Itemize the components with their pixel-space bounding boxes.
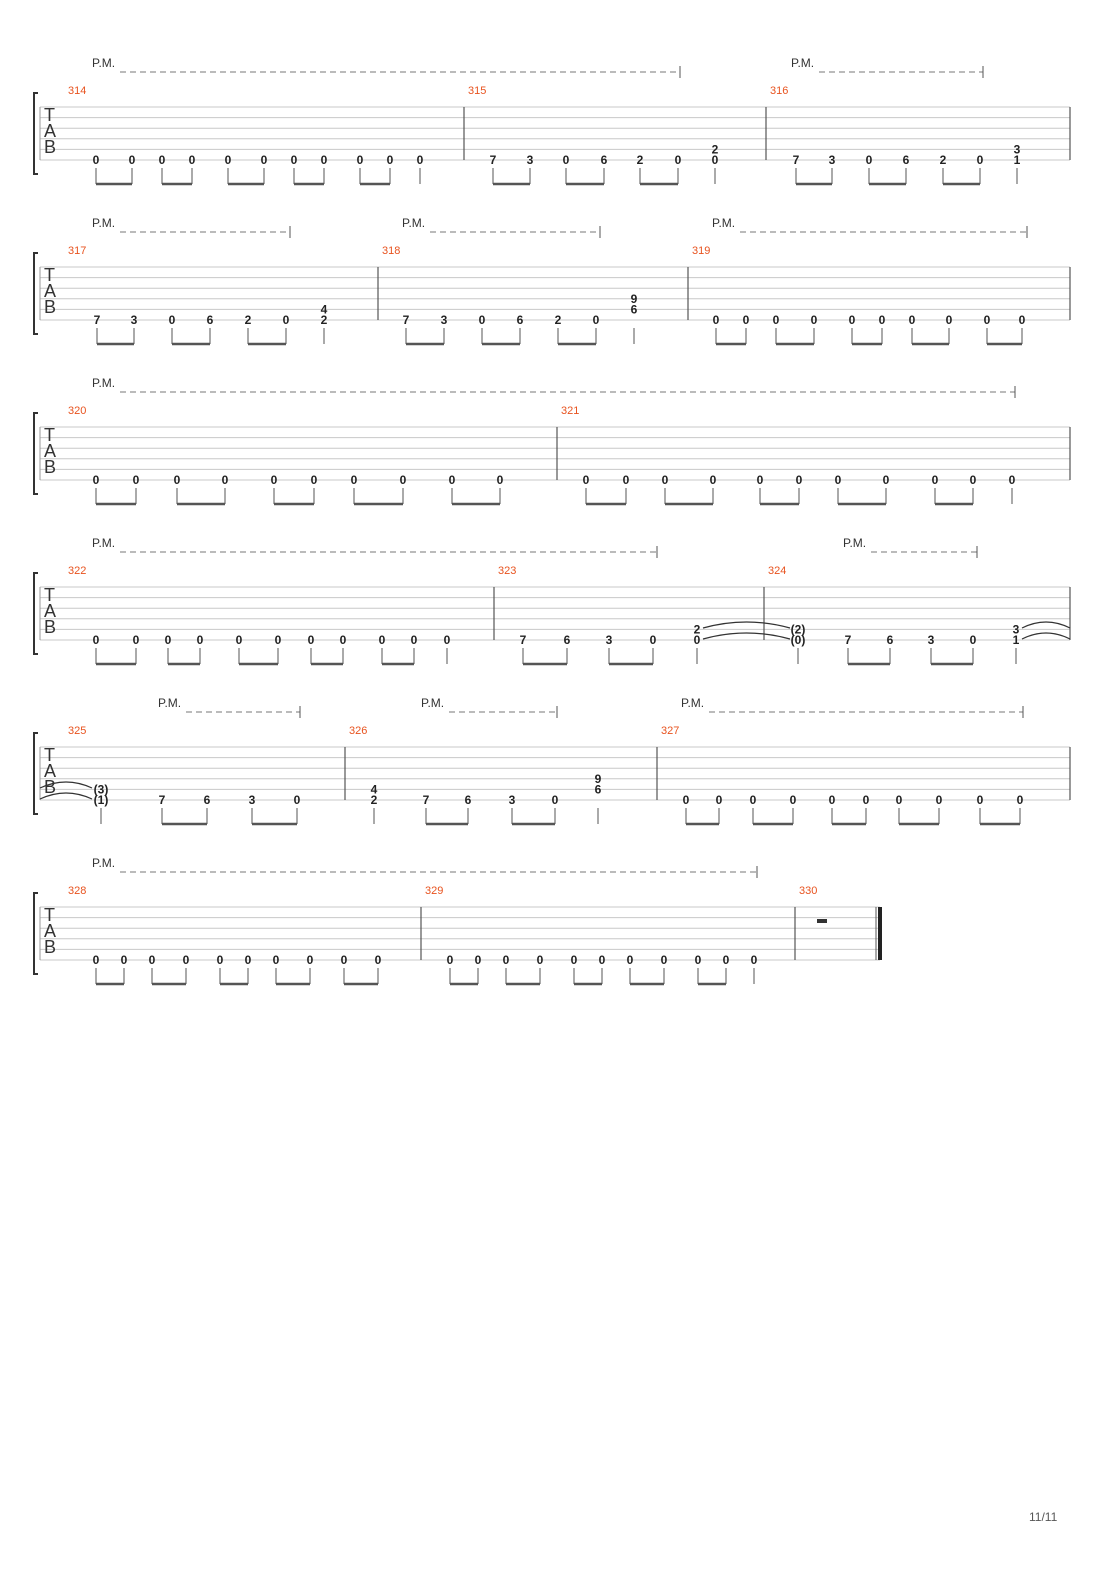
fret-number: 0 — [272, 953, 280, 967]
fret-number: 2 — [244, 313, 252, 327]
fret-number: 0 — [320, 153, 328, 167]
fret-number: 0 — [399, 473, 407, 487]
fret-number: 3 — [828, 153, 836, 167]
fret-number: 0 — [682, 793, 690, 807]
tab-clef-letter: A — [44, 921, 57, 941]
fret-number: 0 — [274, 633, 282, 647]
bar-number: 325 — [68, 725, 87, 737]
half-rest-icon — [817, 919, 827, 923]
fret-number: 6 — [563, 633, 571, 647]
tab-clef-letter: B — [44, 297, 57, 317]
system-bracket — [34, 253, 38, 334]
fret-number: 0 — [443, 633, 451, 647]
fret-number: 0 — [168, 313, 176, 327]
system-bracket — [34, 413, 38, 494]
fret-number: 0 — [173, 473, 181, 487]
fret-number: 0 — [290, 153, 298, 167]
fret-number: 0 — [862, 793, 870, 807]
fret-number: 0 — [795, 473, 803, 487]
fret-number: 0 — [742, 313, 750, 327]
fret-number: 0 — [244, 953, 252, 967]
bar-number: 320 — [68, 405, 87, 417]
palm-mute-label: P.M. — [92, 216, 116, 230]
fret-number: 0 — [378, 633, 386, 647]
fret-number: 0 — [474, 953, 482, 967]
fret-number: 0 — [749, 793, 757, 807]
fret-number: 0 — [188, 153, 196, 167]
bar-number: 329 — [425, 885, 444, 897]
fret-number: 0 — [882, 473, 890, 487]
fret-number: 0 — [340, 953, 348, 967]
fret-number: 7 — [422, 793, 430, 807]
fret-number: 2 — [693, 622, 701, 637]
tab-clef-letter: A — [44, 761, 57, 781]
fret-number: 0 — [945, 313, 953, 327]
bar-number: 328 — [68, 885, 87, 897]
fret-number: 2 — [636, 153, 644, 167]
fret-number: 0 — [128, 153, 136, 167]
fret-number: 6 — [630, 302, 638, 317]
fret-number: 0 — [496, 473, 504, 487]
fret-number: 0 — [350, 473, 358, 487]
tie-arc — [1022, 622, 1070, 628]
fret-number: 0 — [374, 953, 382, 967]
fret-number: 0 — [722, 953, 730, 967]
tab-clef-letter: A — [44, 121, 57, 141]
fret-number: 0 — [224, 153, 232, 167]
page-number: 11/11 — [1029, 1510, 1058, 1524]
fret-number: 0 — [969, 633, 977, 647]
fret-number: (3) — [93, 782, 109, 797]
fret-number: 0 — [310, 473, 318, 487]
fret-number: 0 — [356, 153, 364, 167]
bar-number: 321 — [561, 405, 580, 417]
bar-number: 324 — [768, 565, 787, 577]
fret-number: 0 — [196, 633, 204, 647]
fret-number: 0 — [878, 313, 886, 327]
fret-number: 0 — [536, 953, 544, 967]
fret-number: 0 — [694, 953, 702, 967]
fret-number: 0 — [339, 633, 347, 647]
fret-number: (1) — [93, 793, 109, 807]
fret-number: 3 — [440, 313, 448, 327]
bar-number: 319 — [692, 245, 711, 257]
tab-system — [34, 536, 1070, 664]
tab-clef-letter: B — [44, 937, 57, 957]
tab-clef-letter: T — [44, 745, 55, 765]
fret-number: 0 — [216, 953, 224, 967]
fret-number: 0 — [132, 633, 140, 647]
fret-number: 0 — [478, 313, 486, 327]
fret-number: 0 — [622, 473, 630, 487]
tab-clef-letter: T — [44, 265, 55, 285]
fret-number: 6 — [206, 313, 214, 327]
palm-mute-label: P.M. — [158, 696, 182, 710]
fret-number: (2) — [790, 622, 806, 637]
tab-system — [34, 216, 1070, 344]
fret-number: 0 — [592, 313, 600, 327]
fret-number: 2 — [320, 313, 328, 327]
fret-number: 0 — [446, 953, 454, 967]
fret-number: 3 — [605, 633, 613, 647]
tab-clef-letter: T — [44, 905, 55, 925]
fret-number: 2 — [554, 313, 562, 327]
fret-number: 0 — [935, 793, 943, 807]
palm-mute-label: P.M. — [421, 696, 445, 710]
fret-number: 0 — [235, 633, 243, 647]
fret-number: 0 — [386, 153, 394, 167]
fret-number: 3 — [526, 153, 534, 167]
fret-number: 3 — [248, 793, 256, 807]
bar-number: 322 — [68, 565, 87, 577]
fret-number: 2 — [939, 153, 947, 167]
bar-number: 323 — [498, 565, 517, 577]
fret-number: 0 — [709, 473, 717, 487]
fret-number: 4 — [320, 302, 328, 317]
fret-number: 0 — [756, 473, 764, 487]
tab-system — [34, 56, 1070, 184]
fret-number: 2 — [711, 142, 719, 157]
fret-number: 0 — [158, 153, 166, 167]
fret-number: 1 — [1013, 153, 1021, 167]
fret-number: 0 — [674, 153, 682, 167]
fret-number: 3 — [1013, 142, 1021, 157]
fret-number: 4 — [370, 782, 378, 797]
tab-clef-letter: T — [44, 105, 55, 125]
fret-number: 0 — [598, 953, 606, 967]
palm-mute-label: P.M. — [402, 216, 426, 230]
fret-number: 3 — [130, 313, 138, 327]
fret-number: 0 — [810, 313, 818, 327]
fret-number: 0 — [582, 473, 590, 487]
tab-system — [34, 696, 1070, 824]
fret-number: 6 — [516, 313, 524, 327]
tab-system — [34, 376, 1070, 504]
fret-number: 7 — [93, 313, 101, 327]
fret-number: 0 — [711, 153, 719, 167]
fret-number: 3 — [508, 793, 516, 807]
tie-arc — [703, 633, 790, 639]
fret-number: 0 — [661, 473, 669, 487]
bar-number: 314 — [68, 85, 87, 97]
fret-number: 0 — [306, 953, 314, 967]
bar-number: 330 — [799, 885, 818, 897]
bar-number: 327 — [661, 725, 680, 737]
system-bracket — [34, 573, 38, 654]
fret-number: 7 — [844, 633, 852, 647]
fret-number: 0 — [410, 633, 418, 647]
fret-number: 0 — [448, 473, 456, 487]
fret-number: 9 — [594, 771, 602, 786]
fret-number: 9 — [630, 291, 638, 306]
fret-number: 0 — [715, 793, 723, 807]
fret-number: 0 — [221, 473, 229, 487]
fret-number: 6 — [203, 793, 211, 807]
bar-number: 326 — [349, 725, 368, 737]
fret-number: 6 — [464, 793, 472, 807]
fret-number: 0 — [931, 473, 939, 487]
fret-number: 0 — [562, 153, 570, 167]
fret-number: 0 — [895, 793, 903, 807]
fret-number: 0 — [92, 633, 100, 647]
fret-number: 0 — [551, 793, 559, 807]
fret-number: 0 — [848, 313, 856, 327]
fret-number: 0 — [92, 953, 100, 967]
fret-number: 0 — [182, 953, 190, 967]
fret-number: 0 — [976, 153, 984, 167]
fret-number: 0 — [570, 953, 578, 967]
fret-number: 0 — [502, 953, 510, 967]
bar-number: 318 — [382, 245, 401, 257]
palm-mute-label: P.M. — [791, 56, 815, 70]
bar-number: 317 — [68, 245, 87, 257]
fret-number: 0 — [660, 953, 668, 967]
fret-number: 0 — [1016, 793, 1024, 807]
fret-number: 0 — [1008, 473, 1016, 487]
palm-mute-label: P.M. — [92, 856, 116, 870]
palm-mute-label: P.M. — [92, 536, 116, 550]
fret-number: 7 — [792, 153, 800, 167]
tab-clef-letter: A — [44, 601, 57, 621]
fret-number: 0 — [416, 153, 424, 167]
fret-number: 3 — [927, 633, 935, 647]
fret-number: 0 — [282, 313, 290, 327]
fret-number: 0 — [976, 793, 984, 807]
fret-number: 0 — [828, 793, 836, 807]
fret-number: 6 — [600, 153, 608, 167]
fret-number: 0 — [908, 313, 916, 327]
fret-number: 6 — [886, 633, 894, 647]
tab-clef-letter: B — [44, 617, 57, 637]
palm-mute-label: P.M. — [92, 56, 116, 70]
fret-number: 0 — [626, 953, 634, 967]
fret-number: 7 — [489, 153, 497, 167]
fret-number: 0 — [865, 153, 873, 167]
fret-number: 0 — [750, 953, 758, 967]
fret-number: 1 — [1012, 633, 1020, 647]
palm-mute-label: P.M. — [712, 216, 736, 230]
fret-number: 2 — [370, 793, 378, 807]
palm-mute-label: P.M. — [92, 376, 116, 390]
tab-clef-letter: A — [44, 441, 57, 461]
fret-number: 7 — [519, 633, 527, 647]
fret-number: 0 — [693, 633, 701, 647]
tie-arc — [703, 622, 790, 628]
fret-number: 0 — [260, 153, 268, 167]
fret-number: 0 — [983, 313, 991, 327]
bar-number: 315 — [468, 85, 487, 97]
fret-number: 0 — [772, 313, 780, 327]
tab-system — [34, 856, 880, 984]
tab-clef-letter: B — [44, 777, 57, 797]
bar-number: 316 — [770, 85, 789, 97]
tab-clef-letter: T — [44, 425, 55, 445]
fret-number: 7 — [158, 793, 166, 807]
fret-number: 0 — [834, 473, 842, 487]
palm-mute-label: P.M. — [843, 536, 867, 550]
fret-number: 0 — [270, 473, 278, 487]
system-bracket — [34, 93, 38, 174]
fret-number: 0 — [92, 153, 100, 167]
fret-number: 6 — [594, 782, 602, 797]
fret-number: 3 — [1012, 622, 1020, 637]
system-bracket — [34, 893, 38, 974]
tab-clef-letter: A — [44, 281, 57, 301]
fret-number: 0 — [307, 633, 315, 647]
fret-number: 0 — [712, 313, 720, 327]
tab-clef-letter: B — [44, 137, 57, 157]
fret-number: 0 — [164, 633, 172, 647]
fret-number: 0 — [132, 473, 140, 487]
fret-number: 0 — [789, 793, 797, 807]
fret-number: 0 — [148, 953, 156, 967]
fret-number: 0 — [649, 633, 657, 647]
palm-mute-label: P.M. — [681, 696, 705, 710]
system-bracket — [34, 733, 38, 814]
fret-number: 7 — [402, 313, 410, 327]
tab-clef-letter: T — [44, 585, 55, 605]
fret-number: 0 — [1018, 313, 1026, 327]
tab-clef-letter: B — [44, 457, 57, 477]
tie-arc — [1022, 633, 1070, 639]
fret-number: 0 — [969, 473, 977, 487]
fret-number: (0) — [790, 633, 806, 647]
fret-number: 0 — [92, 473, 100, 487]
fret-number: 0 — [293, 793, 301, 807]
fret-number: 6 — [902, 153, 910, 167]
fret-number: 0 — [120, 953, 128, 967]
